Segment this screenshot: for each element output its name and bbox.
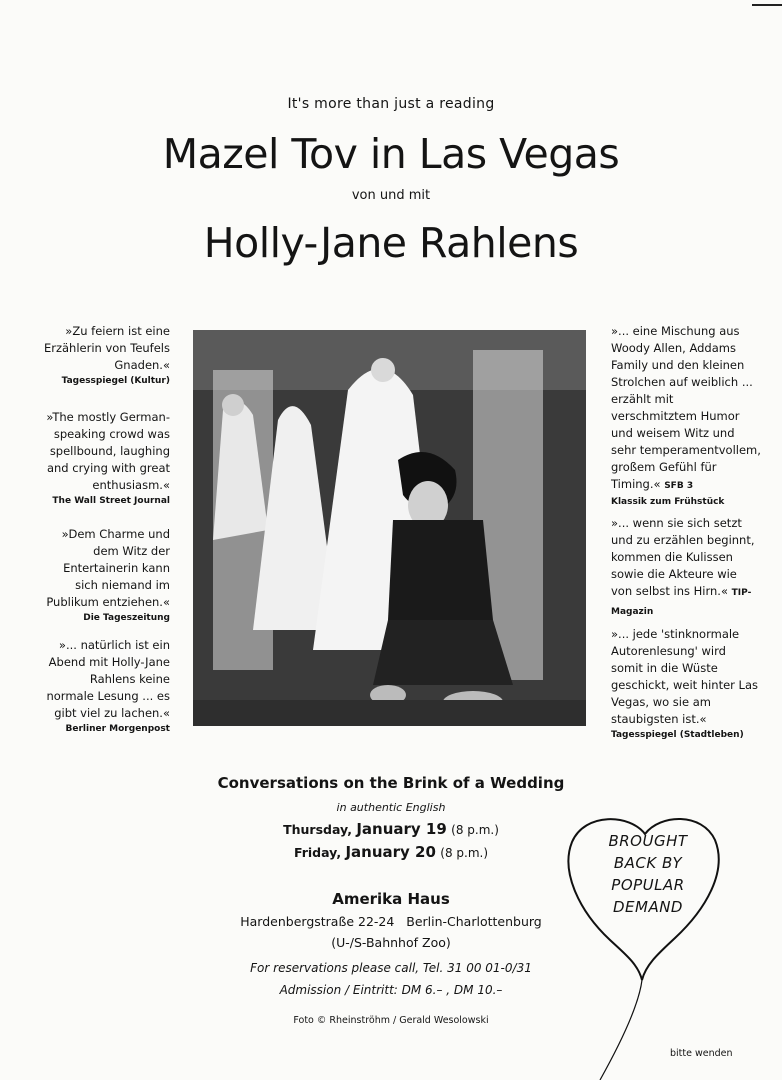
quote-source: Die Tageszeitung xyxy=(83,613,170,623)
admission-line: Admission / Eintritt: DM 6.– , DM 10.– xyxy=(279,983,503,997)
quote-source: Klassik zum Frühstück xyxy=(611,497,725,507)
quote-source: Tagesspiegel (Stadtleben) xyxy=(611,730,744,740)
event-time: (8 p.m.) xyxy=(440,846,489,860)
footer-note: bitte wenden xyxy=(670,1048,733,1059)
corner-rule xyxy=(752,4,782,6)
author-name: Holly-Jane Rahlens xyxy=(203,219,579,267)
heart-caption xyxy=(578,830,718,918)
right-quote xyxy=(611,515,761,621)
quote-text: »The mostly German-speaking crowd was spellbound, laughing and crying with great enthusiasm.« xyxy=(46,410,170,492)
right-quote xyxy=(611,626,761,742)
event-day: Friday, xyxy=(293,845,342,860)
photo-credit: Foto © Rheinströhm / Gerald Wesolowski xyxy=(293,1015,489,1026)
left-quote xyxy=(40,637,170,736)
reservations-line: For reservations please call, Tel. 31 00 01-0/31 xyxy=(250,961,532,975)
show-title: Mazel Tov in Las Vegas xyxy=(162,130,620,178)
venue-address: Hardenbergstraße 22-24 Berlin-Charlottenburg xyxy=(240,914,542,929)
venue-name: Amerika Haus xyxy=(332,890,450,908)
left-quote xyxy=(40,409,170,508)
quote-text: »... jede 'stinknormale Autorenlesung' wird somit in die Wüste geschickt, weit hinter Las Vegas, wo sie am staubigsten ist.« xyxy=(611,627,759,726)
left-quote xyxy=(40,323,170,388)
event-date-value: January 19 xyxy=(356,820,447,838)
heart-line: BROUGHT xyxy=(608,832,688,850)
event-day: Thursday, xyxy=(283,822,352,837)
quote-text: »... wenn sie sich setzt und zu erzählen beginnt, kommen die Kulissen sowie die Akteure wie von selbst ins Hirn.« xyxy=(611,516,755,598)
quote-text: »... natürlich ist ein Abend mit Holly-Jane Rahlens keine normale Lesung ... es gibt viel zu lachen.« xyxy=(46,638,170,720)
quote-inline-source: SFB 3 xyxy=(664,481,694,491)
left-quote xyxy=(40,526,170,625)
venue-transit: (U-/S-Bahnhof Zoo) xyxy=(331,935,451,950)
portrait-photo xyxy=(193,330,586,726)
event-time: (8 p.m.) xyxy=(451,823,499,837)
tagline: It's more than just a reading xyxy=(287,96,495,112)
von-und-mit: von und mit xyxy=(351,188,431,203)
quote-text: »... eine Mischung aus Woody Allen, Addams Family und den kleinen Strolchen auf weiblich ... erzählt mit verschmitztem Humor und weisem Witz und sehr temperamentvollem, großem Gefühl für Timing.« xyxy=(611,324,761,491)
quote-text: »Zu feiern ist eine Erzählerin von Teufels Gnaden.« xyxy=(43,324,170,372)
quote-source: The Wall Street Journal xyxy=(52,496,170,506)
quote-inline-source: TIP-Magazin xyxy=(611,588,752,617)
quote-text: »Dem Charme und dem Witz der Entertainerin kann sich niemand im Publikum entziehen.« xyxy=(46,527,170,609)
heart-line: DEMAND xyxy=(612,898,683,916)
heart-line: BACK BY xyxy=(613,854,683,872)
event-language: in authentic English xyxy=(336,801,446,814)
event-date-value: January 20 xyxy=(345,843,436,861)
quote-source: Berliner Morgenpost xyxy=(65,724,170,734)
right-quote xyxy=(611,323,761,509)
quote-source: Tagesspiegel (Kultur) xyxy=(61,376,170,386)
event-title: Conversations on the Brink of a Wedding xyxy=(217,774,565,792)
heart-line: POPULAR xyxy=(611,876,685,894)
